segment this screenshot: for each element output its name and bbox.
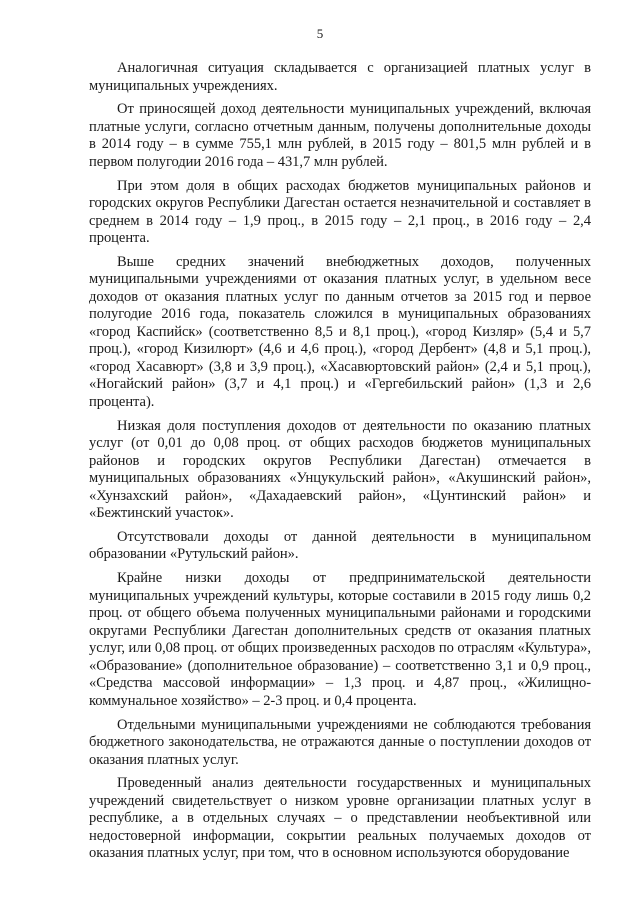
paragraph-no-income-rutulsky: Отсутствовали доходы от данной деятельности в муниципальном образовании «Рутульский район». xyxy=(89,528,591,563)
paragraph-paid-services-situation: Аналогичная ситуация складывается с организацией платных услуг в муниципальных учреждениях. xyxy=(89,60,591,94)
paragraph-share-of-expenses: При этом доля в общих расходах бюджетов муниципальных районов и городских округов Республики Дагестан остается незначительной и составляет в среднем в 2014 году – 1,9 проц., в 2015 году – 2,1 проц., в 2016 году – 2,4 процента. xyxy=(89,177,591,247)
paragraph-above-average-municipalities: Выше средних значений внебюджетных доходов, полученных муниципальными учреждениями от оказания платных услуг, в удельном весе доходов от оказания платных услуг по данным отчетов за 2015 год и первое полугодие 2016 года, показатель сложился в муниципальных образованиях «город Каспийск» (соответственно 8,5 и 8,1 проц.), «город Кизляр» (5,4 и 5,7 проц.), «город Кизилюрт» (4,6 и 4,6 проц.), «город Дербент» (4,8 и 5,1 проц.), «город Хасавюрт» (3,8 и 3,9 проц.), «Хасавюртовский район» (2,4 и 5,1 проц.), «Ногайский район» (3,7 и 4,1 проц.) и «Гергебильский район» (1,3 и 2,6 процента). xyxy=(89,253,591,410)
paragraph-culture-institutions: Крайне низки доходы от предпринимательской деятельности муниципальных учреждений культуры, которые составили в 2015 году лишь 0,2 проц. от общего объема полученных муниципальными районами и городскими округами Республики Дагестан дополнительных средств от оказания платных услуг, или 0,08 проц. от общих произведенных расходов по отраслям «Культура», «Образование» (дополнительное образование) – соответственно 3,1 и 0,9 проц., «Средства массовой информации» – 1,3 проц. и 4,87 проц., «Жилищно-коммунальное хозяйство» – 2-3 проц. и 0,4 процента. xyxy=(89,570,591,709)
document-body xyxy=(89,60,591,869)
paragraph-low-share-municipalities: Низкая доля поступления доходов от деятельности по оказанию платных услуг (от 0,01 до 0,08 проц. от общих расходов бюджетов муниципальных районов и городских округов Республики Дагестан) отмечается в муниципальных образованиях «Унцукульский район», «Акушинский район», «Хунзахский район», «Дахадаевский район», «Цунтинский район» и «Бежтинский участок». xyxy=(89,417,591,522)
paragraph-analysis-conclusion: Проведенный анализ деятельности государственных и муниципальных учреждений свидетельствует о низком уровне организации платных услуг в республике, а в отдельных случаях – о представлении необъективной или недостоверной информации, сокрытии реальных получаемых доходов от оказания платных услуг, при том, что в основном используются оборудование xyxy=(89,775,591,862)
paragraph-additional-income: От приносящей доход деятельности муниципальных учреждений, включая платные услуги, согласно отчетным данным, получены дополнительные доходы в 2014 году – в сумме 755,1 млн рублей, в 2015 году – 801,5 млн рублей и в первом полугодии 2016 года – 431,7 млн рублей. xyxy=(89,101,591,170)
page-number: 5 xyxy=(316,26,324,41)
paragraph-budget-violations: Отдельными муниципальными учреждениями не соблюдаются требования бюджетного законодательства, не отражаются данные о поступлении доходов от оказания платных услуг. xyxy=(89,716,591,768)
